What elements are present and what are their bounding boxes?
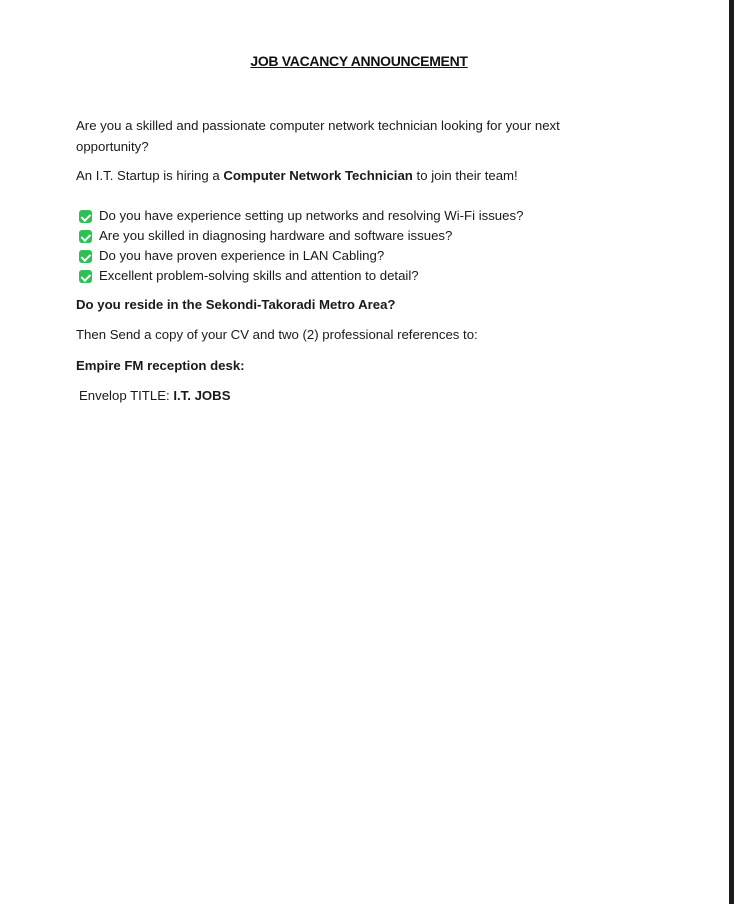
intro-paragraph: Are you a skilled and passionate computer network technician looking for your next opportunity? — [76, 118, 560, 154]
document-body — [76, 116, 616, 407]
envelope-label: Envelop TITLE: — [79, 388, 174, 403]
checklist-item-text: Are you skilled in diagnosing hardware and software issues? — [99, 228, 453, 244]
check-mark-icon — [79, 210, 92, 223]
checklist-item-text: Do you have proven experience in LAN Cabling? — [99, 248, 385, 264]
job-role: Computer Network Technician — [223, 168, 413, 183]
checklist-item — [79, 247, 616, 267]
check-mark-icon — [79, 250, 92, 263]
hiring-paragraph — [76, 166, 616, 187]
envelope-title-line — [79, 386, 616, 407]
hiring-suffix: to join their team! — [412, 168, 518, 183]
check-mark-icon — [79, 270, 92, 283]
send-instructions: Then Send a copy of your CV and two (2) professional references to: — [76, 327, 478, 342]
checklist-item-text: Excellent problem-solving skills and attention to detail? — [99, 268, 419, 284]
checklist-item-text: Do you have experience setting up networks and resolving Wi-Fi issues? — [99, 208, 524, 224]
residence-question: Do you reside in the Sekondi-Takoradi Metro Area? — [76, 296, 396, 312]
checklist-item — [79, 227, 616, 247]
reception-desk: Empire FM reception desk: — [76, 357, 245, 373]
checklist-item — [79, 207, 616, 227]
page-edge — [729, 0, 734, 904]
check-mark-icon — [79, 230, 92, 243]
requirements-checklist — [76, 207, 616, 287]
hiring-prefix: An I.T. Startup is hiring a — [76, 168, 224, 183]
envelope-value: I.T. JOBS — [173, 388, 231, 403]
checklist-item — [79, 267, 616, 287]
document-title: JOB VACANCY ANNOUNCEMENT — [250, 53, 468, 69]
